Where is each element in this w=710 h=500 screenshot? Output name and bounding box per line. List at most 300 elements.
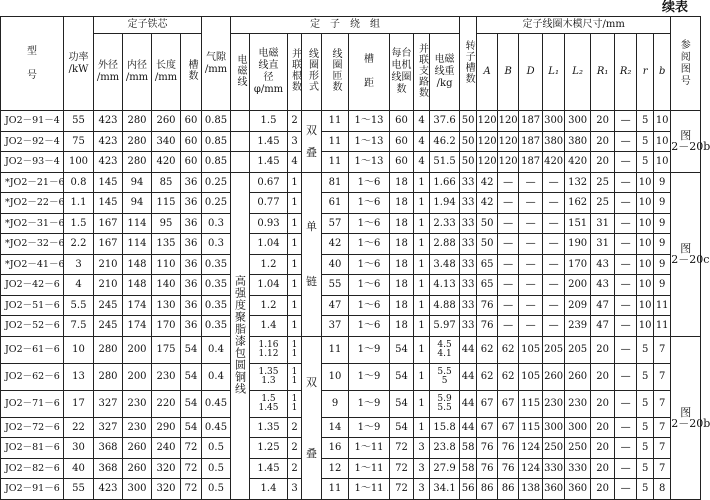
cell-airgap: 0.45 — [202, 390, 231, 417]
cell-r2: — — [615, 193, 637, 214]
cell-airgap: 0.25 — [202, 172, 231, 193]
cell-power: 0.8 — [64, 172, 94, 193]
header-dim-r: r — [637, 34, 654, 111]
cell-dia: 1.4 — [250, 479, 288, 500]
cell-slots: 36 — [181, 254, 202, 275]
cell-inner: 280 — [123, 111, 152, 132]
cell-coils: 54 — [390, 336, 414, 363]
cell-dia: 1.45 — [250, 131, 288, 152]
cell-model: *JO2－21－6 — [1, 172, 64, 193]
cell-l2: 170 — [565, 254, 591, 275]
cell-r: 10 — [637, 275, 654, 296]
cell-r2: — — [615, 152, 637, 173]
cell-coils: 18 — [390, 275, 414, 296]
cell-br: 1 — [414, 172, 430, 193]
cell-par: 2 — [288, 417, 302, 438]
cell-l1: 250 — [543, 438, 565, 459]
header-dim-b-small: b — [654, 34, 671, 111]
cell-par: 1 — [288, 234, 302, 255]
cell-coils: 60 — [390, 131, 414, 152]
cell-br: 3 — [414, 458, 430, 479]
cell-par: 2 — [288, 111, 302, 132]
cell-br: 4 — [414, 152, 430, 173]
cell-d: — — [519, 213, 543, 234]
cell-r1: 20 — [591, 336, 615, 363]
cell-b: 9 — [654, 172, 671, 193]
cell-airgap: 0.3 — [202, 234, 231, 255]
cell-dia: 1.4 — [250, 316, 288, 337]
cell-b: 86 — [498, 479, 519, 500]
cell-length: 340 — [152, 131, 181, 152]
table-row — [1, 172, 701, 193]
cell-power: 7.5 — [64, 316, 94, 337]
cell-l1: — — [543, 295, 565, 316]
cell-a: 120 — [477, 131, 498, 152]
cell-b: 11 — [654, 316, 671, 337]
cell-dia: 1.5 1.45 — [250, 390, 288, 417]
cell-d: — — [519, 172, 543, 193]
cell-pitch: 1～9 — [349, 417, 390, 438]
cell-wt: 51.5 — [430, 152, 460, 173]
cell-l2: 190 — [565, 234, 591, 255]
table-row — [1, 254, 701, 275]
cell-b: 10 — [654, 131, 671, 152]
cell-d: 187 — [519, 111, 543, 132]
cell-dia: 1.2 — [250, 254, 288, 275]
cell-a: 62 — [477, 336, 498, 363]
cell-dia: 1.2 — [250, 295, 288, 316]
cell-l2: 162 — [565, 193, 591, 214]
cell-br: 3 — [414, 479, 430, 500]
cell-outer: 327 — [94, 390, 123, 417]
cell-b: 10 — [654, 111, 671, 132]
header-pitch: 槽 距 — [349, 34, 390, 111]
cell-dia: 1.35 1.3 — [250, 363, 288, 390]
cell-coils: 72 — [390, 438, 414, 459]
cell-b: — — [498, 193, 519, 214]
cell-inner: 114 — [123, 213, 152, 234]
cell-l2: 230 — [565, 390, 591, 417]
cell-r: 10 — [637, 295, 654, 316]
cell-wt: 5.9 5.5 — [430, 390, 460, 417]
cell-r2: — — [615, 390, 637, 417]
cell-r2: — — [615, 234, 637, 255]
cell-b: — — [498, 172, 519, 193]
cell-power: 55 — [64, 111, 94, 132]
cell-airgap: 0.4 — [202, 336, 231, 363]
cell-turns: 14 — [322, 417, 349, 438]
cell-b: — — [498, 275, 519, 296]
cell-l2: 330 — [565, 458, 591, 479]
cell-par: 4 — [288, 152, 302, 173]
cell-b: 120 — [498, 152, 519, 173]
cell-length: 135 — [152, 234, 181, 255]
cell-slots: 60 — [181, 152, 202, 173]
cell-length: 85 — [152, 172, 181, 193]
cell-dia: 1.35 — [250, 417, 288, 438]
cell-r: 5 — [637, 479, 654, 500]
cell-b: 67 — [498, 417, 519, 438]
cell-r1: 20 — [591, 417, 615, 438]
cell-model: JO2－42－6 — [1, 275, 64, 296]
cell-l1: — — [543, 275, 565, 296]
cell-r: 5 — [637, 336, 654, 363]
cell-turns: 55 — [322, 275, 349, 296]
cell-par: 1 1 — [288, 390, 302, 417]
cell-r: 5 — [637, 438, 654, 459]
cell-r1: 20 — [591, 458, 615, 479]
cell-inner: 148 — [123, 254, 152, 275]
cell-wt: 1.94 — [430, 193, 460, 214]
cell-airgap: 0.5 — [202, 458, 231, 479]
cell-length: 175 — [152, 336, 181, 363]
cell-outer: 368 — [94, 438, 123, 459]
cell-r1: 25 — [591, 172, 615, 193]
cell-rs: 44 — [460, 336, 477, 363]
cell-par: 1 — [288, 172, 302, 193]
header-power: 功率 /kW — [64, 17, 94, 111]
cell-par: 1 1 — [288, 336, 302, 363]
cell-r2: — — [615, 111, 637, 132]
cell-turns: 42 — [322, 234, 349, 255]
cell-d: — — [519, 254, 543, 275]
cell-pitch: 1～6 — [349, 172, 390, 193]
cell-wt: 2.88 — [430, 234, 460, 255]
table-row — [1, 479, 701, 500]
cell-rs: 33 — [460, 275, 477, 296]
cell-r2: — — [615, 172, 637, 193]
cell-pitch: 1～6 — [349, 295, 390, 316]
cell-outer: 210 — [94, 254, 123, 275]
header-inner-dia: 内径 /mm — [123, 34, 152, 111]
cell-inner: 174 — [123, 295, 152, 316]
header-airgap: 气隙 /mm — [202, 17, 231, 111]
cell-inner: 280 — [123, 152, 152, 173]
cell-a: 67 — [477, 390, 498, 417]
cell-turns: 61 — [322, 193, 349, 214]
cell-par: 1 — [288, 193, 302, 214]
table-row — [1, 111, 701, 132]
cell-r: 5 — [637, 131, 654, 152]
cell-b: 8 — [654, 479, 671, 500]
cell-par: 2 — [288, 438, 302, 459]
cell-outer: 423 — [94, 111, 123, 132]
cell-b: 76 — [498, 458, 519, 479]
cell-l1: 330 — [543, 458, 565, 479]
cell-r1: 31 — [591, 234, 615, 255]
reference-figure-cell: 图 2－20b — [671, 111, 701, 173]
cell-a: 76 — [477, 458, 498, 479]
motor-data-table — [0, 16, 710, 500]
cell-turns: 57 — [322, 213, 349, 234]
cell-inner: 200 — [123, 336, 152, 363]
cell-l1: — — [543, 213, 565, 234]
cell-outer: 280 — [94, 363, 123, 390]
cell-inner: 280 — [123, 131, 152, 152]
cell-turns: 12 — [322, 458, 349, 479]
cell-model: JO2－72－6 — [1, 417, 64, 438]
cell-power: 17 — [64, 390, 94, 417]
cell-wt: 4.5 4.1 — [430, 336, 460, 363]
cell-r1: 25 — [591, 193, 615, 214]
cell-coils: 54 — [390, 390, 414, 417]
cell-r: 10 — [637, 254, 654, 275]
cell-par: 3 — [288, 131, 302, 152]
cell-l2: 132 — [565, 172, 591, 193]
cell-inner: 200 — [123, 363, 152, 390]
cell-l1: 420 — [543, 152, 565, 173]
cell-slots: 36 — [181, 275, 202, 296]
cell-length: 170 — [152, 316, 181, 337]
cell-r1: 20 — [591, 479, 615, 500]
cell-b: — — [498, 213, 519, 234]
cell-r1: 43 — [591, 275, 615, 296]
cell-par: 1 — [288, 254, 302, 275]
cell-dia: 1.45 — [250, 458, 288, 479]
cell-br: 4 — [414, 111, 430, 132]
cell-pitch: 1～9 — [349, 363, 390, 390]
cell-l2: 300 — [565, 417, 591, 438]
cell-b: 62 — [498, 336, 519, 363]
cell-br: 1 — [414, 316, 430, 337]
cell-dia: 1.25 — [250, 438, 288, 459]
cell-b: 9 — [654, 234, 671, 255]
cell-wt: 37.6 — [430, 111, 460, 132]
cell-l2: 380 — [565, 131, 591, 152]
cell-r1: 20 — [591, 438, 615, 459]
header-rotor-slots: 转子槽数 — [460, 17, 477, 111]
cell-rs: 44 — [460, 363, 477, 390]
cell-inner: 300 — [123, 479, 152, 500]
cell-power: 30 — [64, 438, 94, 459]
cell-r2: — — [615, 417, 637, 438]
cell-model: *JO2－22－6 — [1, 193, 64, 214]
header-coils-per-motor: 每台 电机 线圈 数 — [390, 34, 414, 111]
cell-coils: 60 — [390, 152, 414, 173]
cell-par: 1 — [288, 213, 302, 234]
header-outer-dia: 外径 /mm — [94, 34, 123, 111]
cell-length: 220 — [152, 390, 181, 417]
table-row — [1, 152, 701, 173]
cell-slots: 72 — [181, 458, 202, 479]
cell-rs: 44 — [460, 417, 477, 438]
header-dim-r2: R₂ — [615, 34, 637, 111]
cell-power: 2.2 — [64, 234, 94, 255]
cell-wt: 4.13 — [430, 275, 460, 296]
cell-r1: 20 — [591, 131, 615, 152]
cell-coils: 60 — [390, 111, 414, 132]
cell-a: 67 — [477, 417, 498, 438]
cell-rs: 58 — [460, 458, 477, 479]
table-row — [1, 131, 701, 152]
cell-d: — — [519, 295, 543, 316]
cell-b: 9 — [654, 193, 671, 214]
cell-turns: 40 — [322, 254, 349, 275]
cell-b: 7 — [654, 438, 671, 459]
cell-pitch: 1～6 — [349, 234, 390, 255]
cell-pitch: 1～9 — [349, 336, 390, 363]
cell-d: 187 — [519, 131, 543, 152]
cell-model: JO2－81－6 — [1, 438, 64, 459]
cell-length: 320 — [152, 479, 181, 500]
cell-airgap: 0.5 — [202, 479, 231, 500]
cell-power: 1.5 — [64, 213, 94, 234]
cell-b: 9 — [654, 275, 671, 296]
cell-rs: 58 — [460, 438, 477, 459]
coil-form-cell: 单 链 — [302, 172, 322, 336]
cell-d: 124 — [519, 458, 543, 479]
cell-l2: 260 — [565, 363, 591, 390]
wire-type-cell — [231, 152, 250, 173]
cell-b: 9 — [654, 213, 671, 234]
cell-a: 76 — [477, 438, 498, 459]
cell-dia: 1.04 — [250, 234, 288, 255]
cell-d: 105 — [519, 336, 543, 363]
cell-slots: 36 — [181, 295, 202, 316]
cell-rs: 33 — [460, 234, 477, 255]
cell-slots: 54 — [181, 336, 202, 363]
cell-coils: 18 — [390, 295, 414, 316]
cell-rs: 56 — [460, 479, 477, 500]
table-row — [1, 438, 701, 459]
cell-b: — — [498, 295, 519, 316]
cell-r2: — — [615, 295, 637, 316]
cell-model: JO2－92－4 — [1, 131, 64, 152]
cell-r1: 20 — [591, 390, 615, 417]
cell-outer: 210 — [94, 275, 123, 296]
cell-airgap: 0.4 — [202, 363, 231, 390]
cell-slots: 36 — [181, 213, 202, 234]
cell-b: 10 — [654, 152, 671, 173]
header-wire-weight: 电磁 线重 /kg — [430, 34, 460, 111]
cell-r: 5 — [637, 111, 654, 132]
cell-coils: 54 — [390, 417, 414, 438]
cell-r: 5 — [637, 363, 654, 390]
table-row — [1, 193, 701, 214]
cell-r1: 20 — [591, 152, 615, 173]
cell-length: 140 — [152, 275, 181, 296]
cell-b: 120 — [498, 131, 519, 152]
cell-pitch: 1～6 — [349, 254, 390, 275]
cell-model: *JO2－41－6 — [1, 254, 64, 275]
cell-inner: 174 — [123, 316, 152, 337]
cell-r: 10 — [637, 213, 654, 234]
cell-r2: — — [615, 131, 637, 152]
cell-length: 230 — [152, 363, 181, 390]
coil-form-cell: 双 叠 — [302, 111, 322, 173]
cell-outer: 245 — [94, 316, 123, 337]
cell-a: 50 — [477, 234, 498, 255]
cell-r: 10 — [637, 193, 654, 214]
cell-slots: 36 — [181, 234, 202, 255]
cell-b: 76 — [498, 438, 519, 459]
cell-turns: 11 — [322, 131, 349, 152]
cell-length: 115 — [152, 193, 181, 214]
cell-b: 7 — [654, 390, 671, 417]
cell-br: 1 — [414, 193, 430, 214]
cell-d: — — [519, 275, 543, 296]
cell-pitch: 1～13 — [349, 111, 390, 132]
header-coil-form: 线圈形式 — [302, 34, 322, 111]
cell-l2: 205 — [565, 336, 591, 363]
cell-coils: 18 — [390, 316, 414, 337]
table-row — [1, 336, 701, 363]
cell-r2: — — [615, 213, 637, 234]
cell-outer: 167 — [94, 234, 123, 255]
cell-length: 130 — [152, 295, 181, 316]
cell-model: JO2－71－6 — [1, 390, 64, 417]
cell-inner: 148 — [123, 275, 152, 296]
cell-a: 120 — [477, 152, 498, 173]
cell-length: 95 — [152, 213, 181, 234]
cell-airgap: 0.35 — [202, 295, 231, 316]
cell-model: JO2－61－6 — [1, 336, 64, 363]
header-branches: 并联支路数 — [414, 34, 430, 111]
cell-power: 3 — [64, 254, 94, 275]
cell-a: 86 — [477, 479, 498, 500]
cell-slots: 36 — [181, 316, 202, 337]
cell-model: JO2－52－6 — [1, 316, 64, 337]
cell-inner: 94 — [123, 193, 152, 214]
cell-pitch: 1～6 — [349, 275, 390, 296]
cell-rs: 50 — [460, 111, 477, 132]
cell-d: 115 — [519, 390, 543, 417]
cell-d: — — [519, 193, 543, 214]
table-row — [1, 458, 701, 479]
table-row — [1, 213, 701, 234]
cell-r1: 20 — [591, 363, 615, 390]
cell-dia: 0.93 — [250, 213, 288, 234]
table-row — [1, 275, 701, 296]
cell-b: — — [498, 234, 519, 255]
cell-power: 1.1 — [64, 193, 94, 214]
cell-rs: 33 — [460, 193, 477, 214]
cell-par: 1 — [288, 295, 302, 316]
cell-l2: 250 — [565, 438, 591, 459]
cell-slots: 72 — [181, 438, 202, 459]
cell-l1: 260 — [543, 363, 565, 390]
cell-airgap: 0.45 — [202, 417, 231, 438]
cell-power: 55 — [64, 479, 94, 500]
cell-airgap: 0.35 — [202, 254, 231, 275]
cell-r: 10 — [637, 172, 654, 193]
cell-wt: 3.48 — [430, 254, 460, 275]
cell-a: 62 — [477, 363, 498, 390]
cell-pitch: 1～11 — [349, 479, 390, 500]
cell-airgap: 0.35 — [202, 275, 231, 296]
cell-power: 40 — [64, 458, 94, 479]
cell-b: 11 — [654, 295, 671, 316]
cell-turns: 11 — [322, 152, 349, 173]
cell-l2: 360 — [565, 479, 591, 500]
cell-r: 10 — [637, 234, 654, 255]
cell-par: 1 1 — [288, 363, 302, 390]
cell-par: 2 — [288, 458, 302, 479]
cell-br: 1 — [414, 336, 430, 363]
cell-l2: 209 — [565, 295, 591, 316]
cell-rs: 33 — [460, 213, 477, 234]
cell-br: 3 — [414, 438, 430, 459]
cell-coils: 18 — [390, 213, 414, 234]
cell-r: 5 — [637, 458, 654, 479]
cell-airgap: 0.3 — [202, 213, 231, 234]
header-dim-l1: L₁ — [543, 34, 565, 111]
cell-l1: 360 — [543, 479, 565, 500]
cell-l1: 380 — [543, 131, 565, 152]
cell-d: — — [519, 234, 543, 255]
wire-type-cell: 高强度聚脂漆包圆铜线 — [231, 172, 250, 499]
cell-l1: 205 — [543, 336, 565, 363]
